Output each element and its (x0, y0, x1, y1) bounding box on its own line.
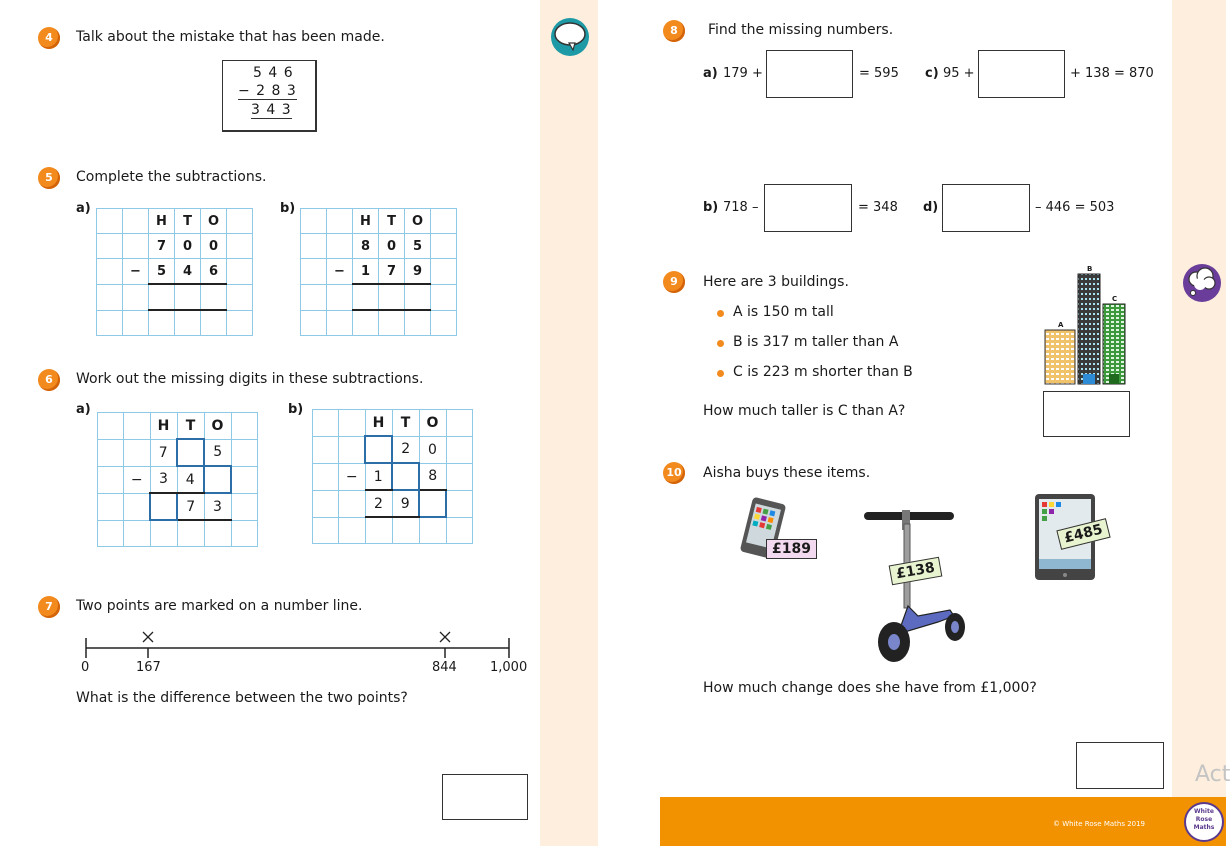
grid-cell: 8 (353, 234, 379, 259)
q9-fact-2: B is 317 m taller than A (733, 334, 899, 350)
calc-result-number: 3 4 3 (251, 102, 292, 118)
grid-cell: T (177, 413, 204, 440)
grid-cell: T (392, 410, 419, 437)
question-6-text: Work out the missing digits in these subtractions. (76, 371, 424, 387)
grid-cell: 4 (177, 466, 204, 493)
minus-sign: − (124, 466, 151, 493)
minus-sign: − (123, 259, 149, 285)
mistake-calculation-box (222, 60, 317, 132)
grid-cell: H (353, 209, 379, 234)
q8d-right: – 446 = 503 (1035, 200, 1115, 215)
grid-cell: O (204, 413, 231, 440)
answer-cell[interactable] (175, 284, 201, 310)
grid-cell: 8 (419, 463, 446, 490)
buildings-illustration (1040, 272, 1130, 386)
question-number-9: 9 (663, 271, 685, 293)
grid-cell: T (175, 209, 201, 234)
q8a-right: = 595 (859, 66, 899, 81)
footer-bar (660, 797, 1172, 846)
left-margin-strip (540, 0, 598, 846)
q5-part-b-label: b) (280, 201, 296, 216)
q8c-left: 95 + (943, 66, 975, 81)
grid-cell: 7 (177, 493, 204, 520)
bullet-dot (717, 340, 724, 347)
grid-cell: 3 (150, 466, 177, 493)
missing-digit-box[interactable] (204, 466, 231, 493)
grid-cell: 7 (379, 259, 405, 285)
grid-cell: 9 (392, 490, 419, 517)
white-rose-logo (1184, 802, 1224, 842)
grid-cell: 0 (201, 234, 227, 259)
q8-part-a-label: a) (703, 66, 718, 81)
right-margin-strip (1172, 0, 1226, 846)
tick-label-844: 844 (432, 660, 457, 675)
grid-cell: 9 (405, 259, 431, 285)
question-8-text: Find the missing numbers. (708, 22, 894, 38)
q8c-right: + 138 = 870 (1070, 66, 1154, 81)
grid-cell: 0 (175, 234, 201, 259)
question-7-prompt: What is the difference between the two points? (76, 690, 408, 706)
grid-cell: 5 (405, 234, 431, 259)
grid-cell: 6 (201, 259, 227, 285)
answer-cell[interactable] (353, 284, 379, 310)
q8d-answer-box[interactable] (942, 184, 1030, 232)
grid-cell: 7 (150, 439, 177, 466)
missing-digit-box[interactable] (419, 490, 446, 517)
grid-cell: 0 (379, 234, 405, 259)
calc-subtract-number: − 2 8 3 (238, 83, 297, 99)
q6-part-a-label: a) (76, 402, 91, 417)
logo-word-2: Rose (1195, 816, 1213, 823)
building-label-c: C (1112, 295, 1118, 303)
q9-fact-1: A is 150 m tall (733, 304, 834, 320)
q8b-right: = 348 (858, 200, 898, 215)
tablet-price-tag: £485 (1056, 518, 1110, 550)
question-number-6: 6 (38, 369, 60, 391)
q8c-answer-box[interactable] (978, 50, 1065, 98)
logo-word-3: Maths (1193, 824, 1215, 831)
q6a-missing-digits-grid (97, 412, 258, 547)
grid-cell: 1 (353, 259, 379, 285)
question-10-text: Aisha buys these items. (703, 465, 871, 481)
scooter-price-tag: £138 (889, 557, 943, 586)
grid-cell: H (149, 209, 175, 234)
bullet-dot (717, 310, 724, 317)
grid-cell: O (419, 410, 446, 437)
q8a-left: 179 + (723, 66, 763, 81)
grid-cell: 7 (149, 234, 175, 259)
q9-fact-3: C is 223 m shorter than B (733, 364, 913, 380)
q6b-missing-digits-grid (312, 409, 473, 544)
minus-sign: − (327, 259, 353, 285)
tick-label-167: 167 (136, 660, 161, 675)
q5a-place-value-grid (96, 208, 253, 336)
question-10-prompt: How much change does she have from £1,000? (703, 680, 1037, 696)
answer-cell[interactable] (405, 284, 431, 310)
q10-answer-box[interactable] (1076, 742, 1164, 789)
q8b-answer-box[interactable] (764, 184, 852, 232)
phone-price-tag: £189 (766, 539, 817, 559)
grid-cell: 5 (204, 439, 231, 466)
q8b-left: 718 – (723, 200, 759, 215)
question-7-text: Two points are marked on a number line. (76, 598, 363, 614)
q8-part-b-label: b) (703, 200, 719, 215)
building-label-b: B (1087, 265, 1093, 273)
q9-answer-box[interactable] (1043, 391, 1130, 437)
missing-digit-box[interactable] (150, 493, 177, 520)
grid-cell: H (365, 410, 392, 437)
calc-top-number: 5 4 6 (253, 65, 294, 81)
grid-cell: 4 (175, 259, 201, 285)
question-4-text: Talk about the mistake that has been made. (76, 29, 385, 45)
activate-watermark: Act (1195, 762, 1230, 787)
grid-cell: 3 (204, 493, 231, 520)
q8-part-d-label: d) (923, 200, 939, 215)
grid-cell: 1 (365, 463, 392, 490)
grid-cell: O (201, 209, 227, 234)
discuss-speech-icon (549, 16, 591, 58)
grid-cell: 2 (365, 490, 392, 517)
tick-label-1000: 1,000 (490, 660, 528, 675)
question-number-5: 5 (38, 167, 60, 189)
question-9-prompt: How much taller is C than A? (703, 403, 906, 419)
grid-cell: O (405, 209, 431, 234)
number-line (78, 628, 518, 660)
grid-cell: 0 (419, 436, 446, 463)
q7-answer-box[interactable] (442, 774, 528, 820)
grid-cell: 5 (149, 259, 175, 285)
minus-sign: − (339, 463, 366, 490)
scooter-icon (858, 504, 968, 668)
logo-word-1: White (1194, 808, 1214, 815)
grid-cell: H (150, 413, 177, 440)
question-number-10: 10 (663, 462, 685, 484)
question-number-4: 4 (38, 27, 60, 49)
q8-part-c-label: c) (925, 66, 939, 81)
missing-digit-box[interactable] (365, 436, 392, 463)
answer-cell[interactable] (201, 284, 227, 310)
tick-label-0: 0 (81, 660, 90, 675)
copyright-text: © White Rose Maths 2019 (1053, 820, 1146, 828)
q5b-place-value-grid (300, 208, 457, 336)
answer-cell[interactable] (149, 284, 175, 310)
grid-cell: 2 (392, 436, 419, 463)
thinking-cloud-icon (1181, 262, 1223, 304)
q8a-answer-box[interactable] (766, 50, 853, 98)
building-label-a: A (1058, 321, 1064, 329)
missing-digit-box[interactable] (392, 463, 419, 490)
answer-cell[interactable] (379, 284, 405, 310)
grid-cell: T (379, 209, 405, 234)
bullet-dot (717, 370, 724, 377)
q6-part-b-label: b) (288, 402, 304, 417)
question-number-8: 8 (663, 20, 685, 42)
question-9-text: Here are 3 buildings. (703, 274, 849, 290)
q5-part-a-label: a) (76, 201, 91, 216)
question-5-text: Complete the subtractions. (76, 169, 267, 185)
question-number-7: 7 (38, 596, 60, 618)
missing-digit-box[interactable] (177, 439, 204, 466)
